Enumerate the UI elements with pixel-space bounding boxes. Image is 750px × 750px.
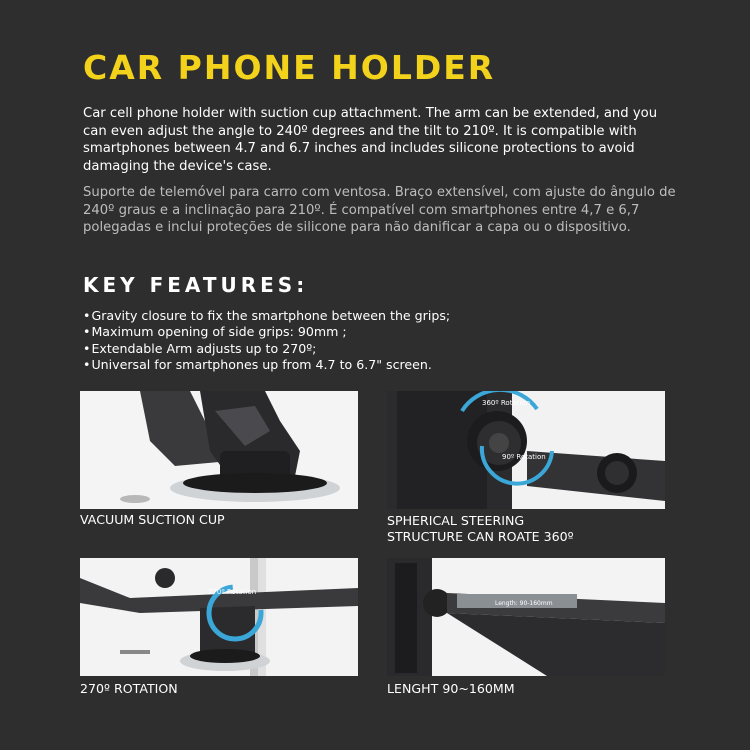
rotation-label-270: 270º Rotation [208, 588, 257, 596]
caption-suction-cup: VACUUM SUCTION CUP [80, 512, 225, 527]
spherical-steering-photo [387, 391, 665, 509]
rotation-label-360: 360º Rotation [482, 399, 531, 407]
description-portuguese: Suporte de telemóvel para carro com ventosa. Braço extensível, com ajuste do ângulo de 240º graus e a inclinação para 210º. É compatível com smartphones entre 4,7 e 6,7 polegadas e inclui proteções de silicone para não danificar a capa ou o dispositivo. [83, 185, 676, 236]
caption-length: LENGHT 90~160MM [387, 681, 515, 696]
page-title: CAR PHONE HOLDER [83, 48, 496, 87]
suction-cup-photo [80, 391, 358, 509]
feature-item: • Extendable Arm adjusts up to 270º; [83, 341, 450, 357]
rotation-270-photo [80, 558, 358, 676]
arm-length-photo [387, 558, 665, 676]
caption-spherical-steering [387, 513, 574, 544]
feature-item: • Gravity closure to fix the smartphone between the grips; [83, 308, 450, 324]
description-english: Car cell phone holder with suction cup attachment. The arm can be extended, and you can even adjust the angle to 240º degrees and the tilt to 210º. It is compatible with smartphones between 4.7 and 6.7 inches and includes silicone protections to avoid damaging the device's case. [83, 106, 658, 174]
caption-rotation-270: 270º ROTATION [80, 681, 178, 696]
feature-item: • Maximum opening of side grips: 90mm ; [83, 324, 450, 340]
key-features-heading: KEY FEATURES: [83, 273, 309, 297]
features-list [83, 308, 450, 374]
caption-line: STRUCTURE CAN ROATE 360º [387, 528, 574, 544]
rotation-label-90: 90º Rotation [502, 453, 546, 461]
feature-item: • Universal for smartphones up from 4.7 to 6.7" screen. [83, 357, 450, 373]
caption-line: SPHERICAL STEERING [387, 513, 525, 528]
length-label: Length: 90-160mm [495, 600, 553, 607]
